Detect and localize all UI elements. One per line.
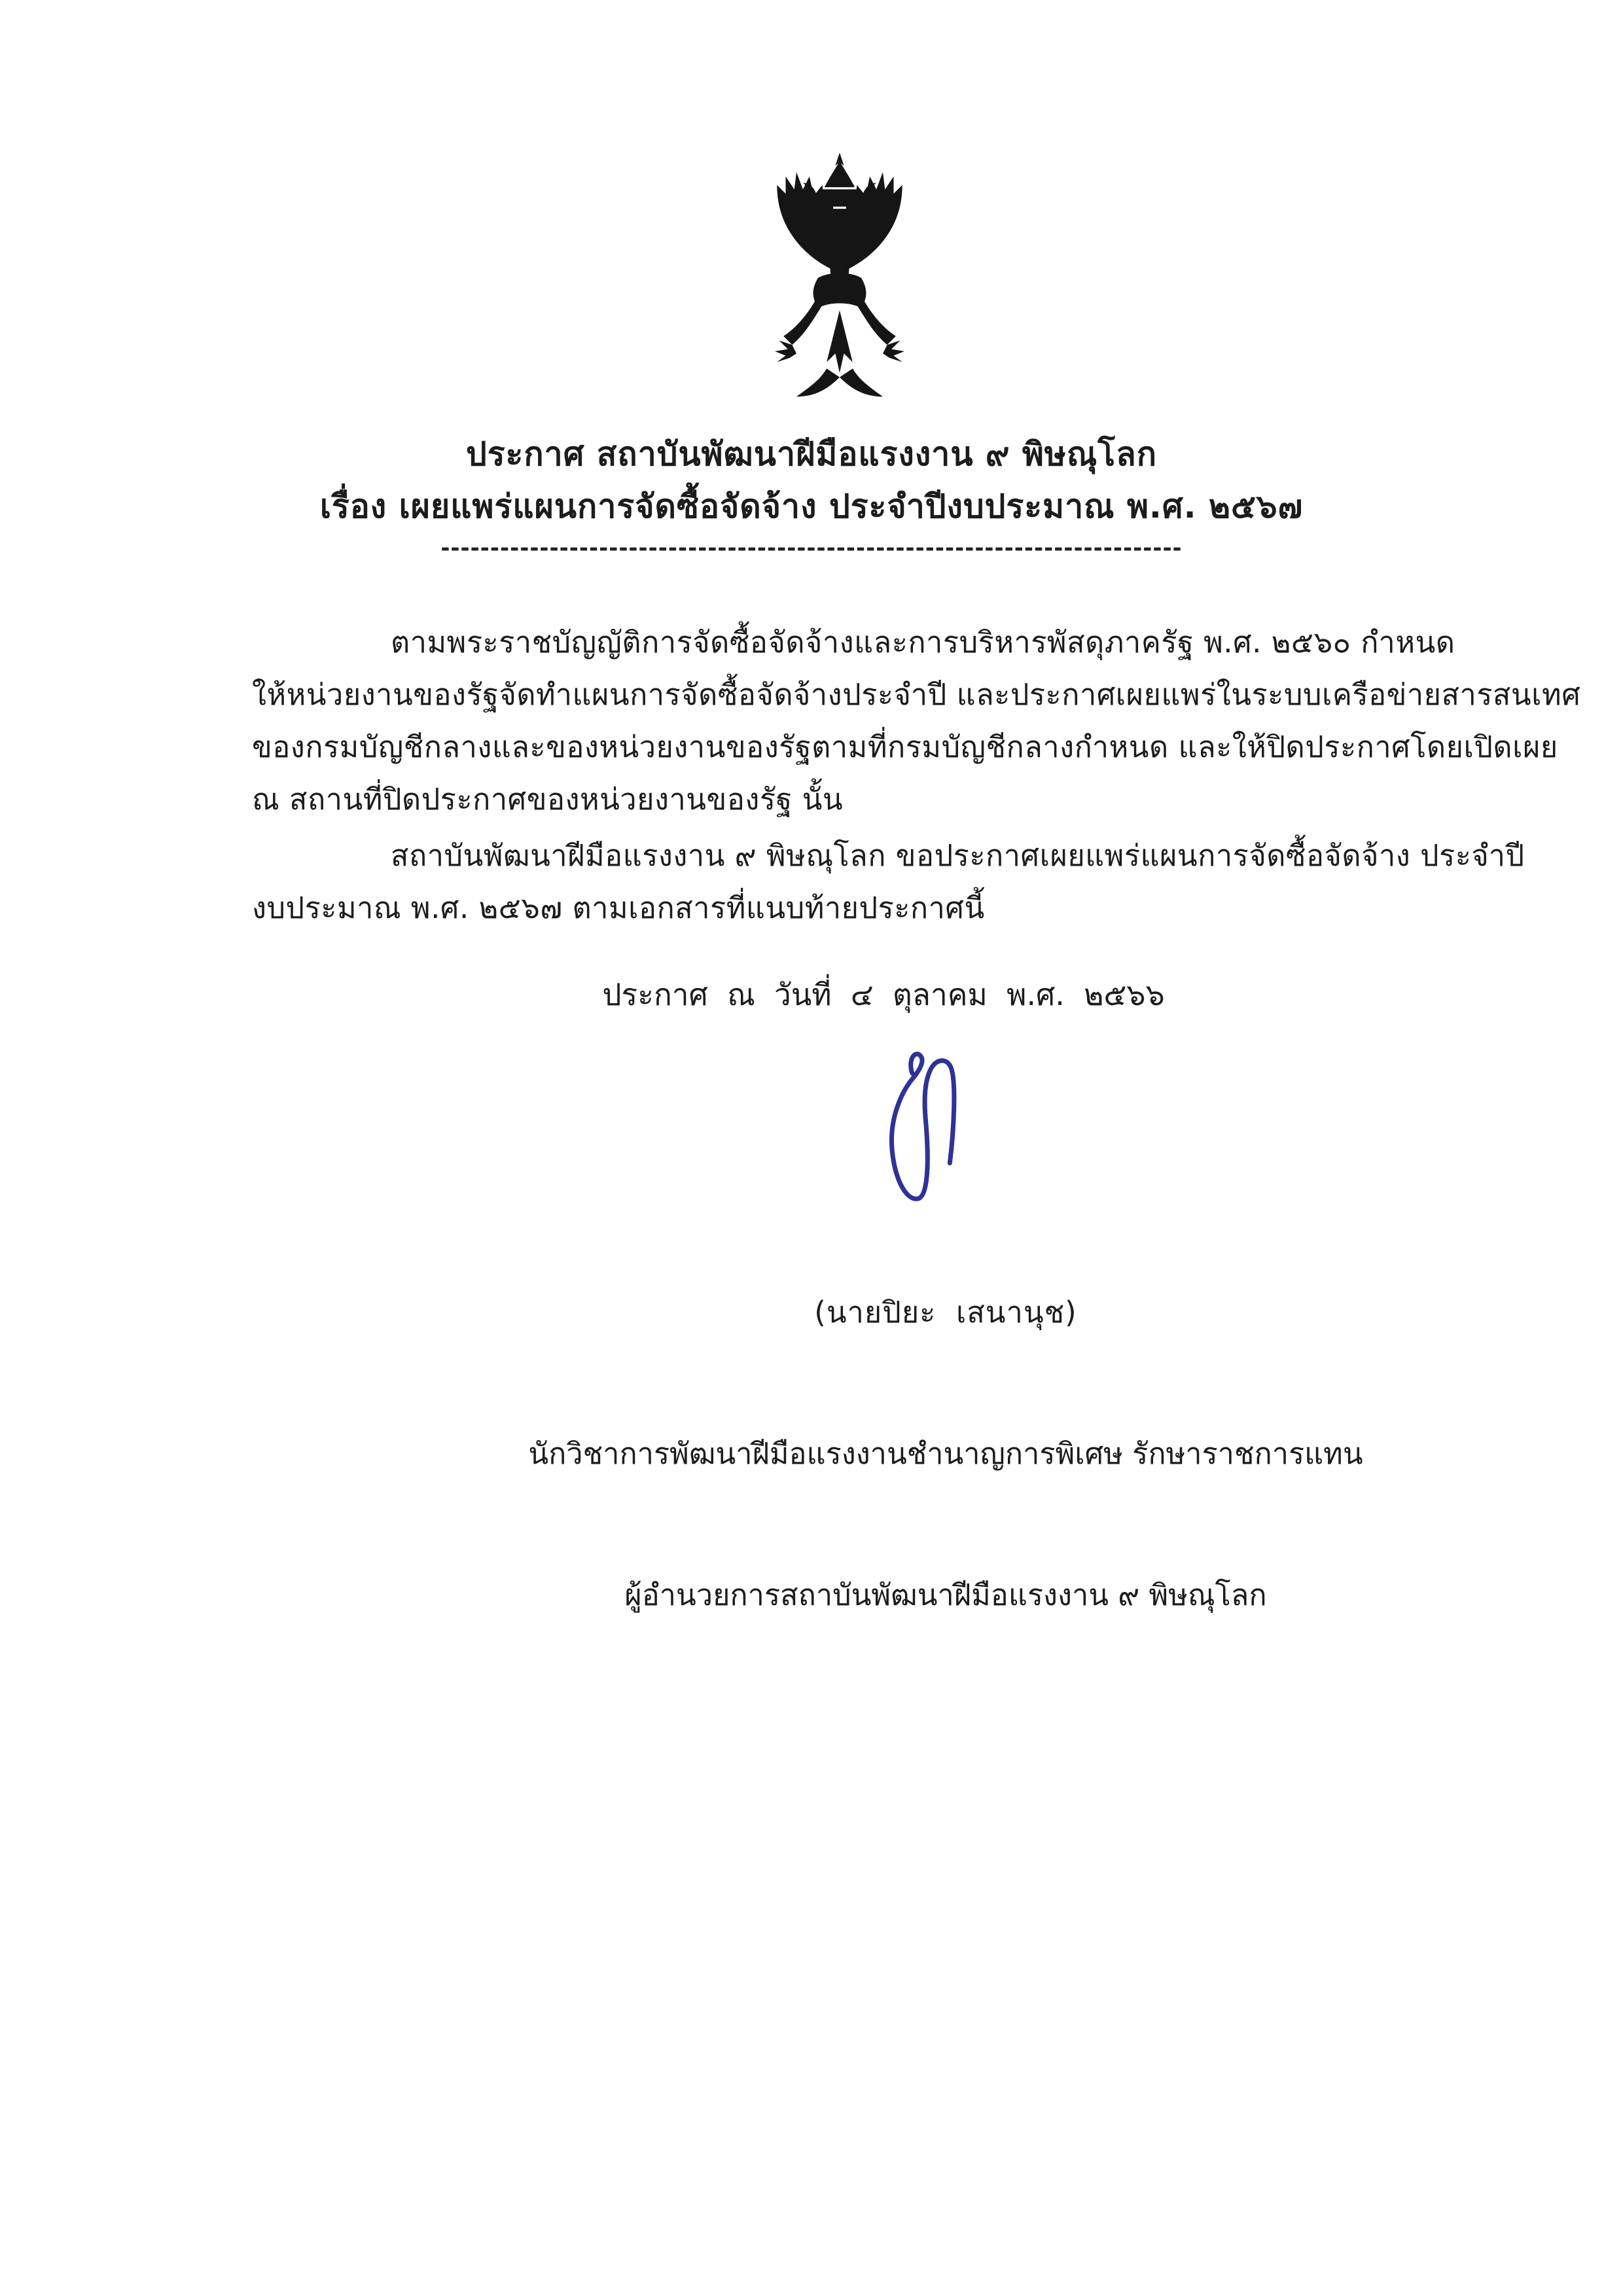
signature-ink-icon xyxy=(876,1046,969,1204)
announcement-title: ประกาศ สถาบันพัฒนาฝีมือแรงงาน ๙ พิษณุโลก xyxy=(465,435,1158,473)
paragraph-2 xyxy=(252,830,1525,934)
paragraph-1 xyxy=(252,616,1581,826)
garuda-emblem-icon xyxy=(732,149,948,411)
handwritten-signature xyxy=(876,1046,969,1204)
signer-position-line-2: ผู้อำนวยการสถาบันพัฒนาฝีมือแรงงาน ๙ พิษณุโลก xyxy=(624,1578,1267,1612)
announcement-date: ประกาศ ณ วันที่ ๔ ตุลาคม พ.ศ. ๒๕๖๖ xyxy=(602,977,1165,1012)
announcement-subject: เรื่อง เผยแพร่แผนการจัดซื้อจัดจ้าง ประจำปีงบประมาณ พ.ศ. ๒๕๖๗ xyxy=(319,487,1304,525)
signer-block xyxy=(488,1195,1404,1713)
paragraph-1-line-4: ณ สถานที่ปิดประกาศของหน่วยงานของรัฐ นั้น xyxy=(252,782,844,817)
divider-dashes: --------------------------------------------------------------------------- xyxy=(440,535,1183,561)
signer-position-line-1: นักวิชาการพัฒนาฝีมือแรงงานชำนาญการพิเศษ รักษาราชการแทน xyxy=(528,1436,1363,1471)
paragraph-2-line-1: สถาบันพัฒนาฝีมือแรงงาน ๙ พิษณุโลก ขอประกาศเผยแพร่แผนการจัดซื้อจัดจ้าง ประจำปี xyxy=(391,838,1525,873)
signer-name: (นายปิยะ เสนานุช) xyxy=(814,1295,1077,1330)
garuda-emblem xyxy=(732,149,948,411)
paragraph-1-line-1: ตามพระราชบัญญัติการจัดซื้อจัดจ้างและการบริหารพัสดุภาครัฐ พ.ศ. ๒๕๖๐ กำหนด xyxy=(391,625,1455,660)
paragraph-1-line-2: ให้หน่วยงานของรัฐจัดทำแผนการจัดซื้อจัดจ้างประจำปี และประกาศเผยแพร่ในระบบเครือข่ายสารสนเทศ xyxy=(252,677,1581,712)
paragraph-2-line-2: งบประมาณ พ.ศ. ๒๕๖๗ ตามเอกสารที่แนบท้ายประกาศนี้ xyxy=(252,891,985,925)
paragraph-1-line-3: ของกรมบัญชีกลางและของหน่วยงานของรัฐตามที่กรมบัญชีกลางกำหนด และให้ปิดประกาศโดยเปิดเผย xyxy=(252,730,1558,764)
